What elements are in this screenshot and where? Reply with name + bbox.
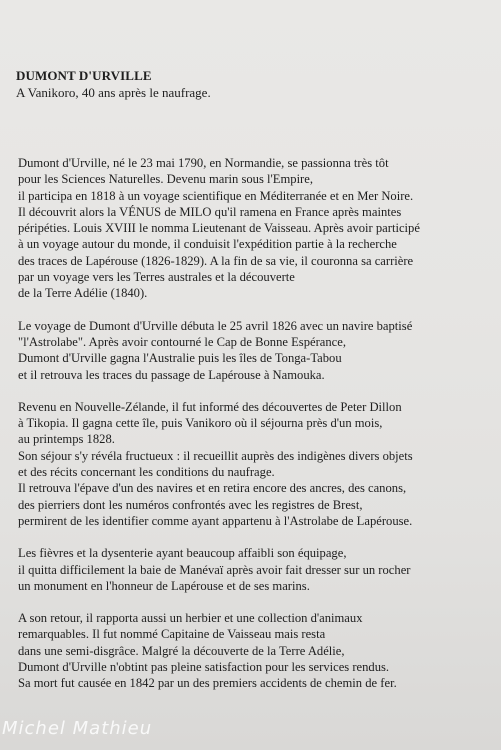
text-line: Dumont d'Urville, né le 23 mai 1790, en Normandie, se passionna très tôt: [18, 156, 389, 170]
body-paragraph: [18, 318, 498, 383]
body-paragraph: [18, 155, 498, 302]
photographer-watermark: Michel Mathieu: [2, 718, 153, 739]
text-line: Son séjour s'y révéla fructueux : il recueillit auprès des indigènes divers objets: [18, 448, 413, 463]
text-line: à un voyage autour du monde, il conduisit l'expédition partie à la recherche: [18, 237, 397, 252]
body-paragraph: [18, 399, 498, 529]
text-line: Il découvrit alors la VÉNUS de MILO qu'il ramena en France après maintes: [18, 204, 402, 219]
text-line: Il retrouva l'épave d'un des navires et en retira encore des ancres, des canons,: [18, 481, 407, 496]
text-line: au printemps 1828.: [18, 432, 115, 447]
text-line: remarquables. Il fut nommé Capitaine de Vaisseau mais resta: [18, 627, 326, 642]
text-line: Les fièvres et la dysenterie ayant beaucoup affaibli son équipage,: [18, 546, 347, 561]
text-line: Revenu en Nouvelle-Zélande, il fut informé des découvertes de Peter Dillon: [18, 399, 402, 414]
body-paragraph: [18, 610, 498, 691]
text-line: et il retrouva les traces du passage de Lapérouse à Namouka.: [18, 367, 325, 382]
text-line: par un voyage vers les Terres australes et la découverte: [18, 270, 295, 285]
text-line: A son retour, il rapporta aussi un herbier et une collection d'animaux: [18, 611, 363, 626]
text-line: péripéties. Louis XVIII le nomma Lieutenant de Vaisseau. Après avoir participé: [18, 221, 420, 236]
text-line: "l'Astrolabe". Après avoir contourné le Cap de Bonne Espérance,: [18, 334, 346, 349]
text-line: des pierriers dont les numéros confrontés avec les registres de Brest,: [18, 497, 363, 512]
text-line: il quitta difficilement la baie de Manévaï après avoir fait dresser sur un rocher: [18, 562, 411, 577]
text-line: Dumont d'Urville gagna l'Australie puis les îles de Tonga-Tabou: [18, 351, 342, 366]
body-paragraph: [18, 545, 498, 594]
text-line: un monument en l'honneur de Lapérouse et de ses marins.: [18, 578, 310, 593]
text-line: à Tikopia. Il gagna cette île, puis Vanikoro où il séjourna près d'un mois,: [18, 416, 383, 431]
panel-body: [18, 155, 498, 708]
text-line: Le voyage de Dumont d'Urville débuta le 25 avril 1826 avec un navire baptisé: [18, 318, 413, 333]
text-line: des traces de Lapérouse (1826-1829). A la fin de sa vie, il couronna sa carrière: [18, 253, 414, 268]
text-line: il participa en 1818 à un voyage scientifique en Méditerranée et en Mer Noire.: [18, 188, 414, 203]
text-line: permirent de les identifier comme ayant appartenu à l'Astrolabe de Lapérouse.: [18, 513, 413, 528]
panel-subtitle: A Vanikoro, 40 ans après le naufrage.: [16, 85, 211, 100]
text-line: Sa mort fut causée en 1842 par un des premiers accidents de chemin de fer.: [18, 676, 397, 691]
panel-title: DUMONT D'URVILLE: [16, 68, 152, 83]
text-line: de la Terre Adélie (1840).: [18, 286, 148, 301]
text-line: pour les Sciences Naturelles. Devenu marin sous l'Empire,: [18, 172, 313, 187]
text-line: et des récits concernant les conditions du naufrage.: [18, 465, 275, 480]
text-line: Dumont d'Urville n'obtint pas pleine satisfaction pour les services rendus.: [18, 660, 390, 675]
text-line: dans une semi-disgrâce. Malgré la découverte de la Terre Adélie,: [18, 643, 345, 658]
